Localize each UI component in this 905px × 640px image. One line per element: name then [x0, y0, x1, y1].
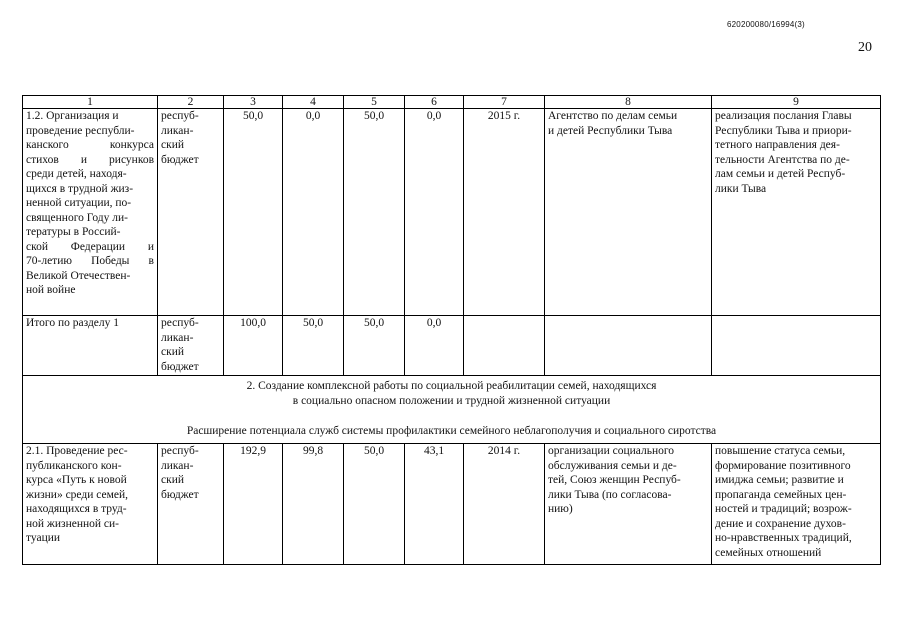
result-line: лам семьи и детей Респуб- — [715, 168, 846, 180]
result-line: тетного направления дея- — [715, 139, 840, 151]
funding-source-line: ликан- — [161, 459, 194, 472]
activity-name-line: Великой Отечествен- — [26, 269, 131, 282]
executor-cell — [545, 109, 712, 316]
activity-name-cell — [23, 444, 158, 565]
result-line: ностей и традиций; возрож- — [715, 503, 852, 515]
year1-amount-cell: 0,0 — [283, 109, 344, 316]
section-title-line: в социально опасном положении и трудной жизненной ситуации — [292, 394, 611, 407]
executor-line: лики Тыва (по согласова- — [548, 488, 672, 501]
column-number: 9 — [712, 96, 881, 109]
activity-name-line: священного Году ли- — [26, 211, 129, 224]
funding-source-line: респуб- — [161, 445, 199, 457]
executor-line: организации социального — [548, 445, 675, 457]
column-number-row — [23, 96, 881, 109]
column-number: 1 — [23, 96, 158, 109]
activity-name-line: ной жизненной си- — [26, 517, 120, 530]
activity-name-line: курса «Путь к новой — [26, 474, 127, 486]
result-line: Республики Тыва и приори- — [715, 124, 852, 137]
activity-name-line: ненной ситуации, по- — [26, 197, 132, 209]
result-line: повышение статуса семьи, — [715, 445, 846, 457]
table-row — [23, 444, 881, 565]
funding-source-cell — [158, 316, 224, 376]
activity-name-line: ной войне — [26, 284, 76, 296]
result-line: реализация послания Главы — [715, 110, 852, 122]
column-number: 3 — [224, 96, 283, 109]
total-amount-cell: 50,0 — [224, 109, 283, 316]
table-row-subtotal — [23, 316, 881, 376]
expected-result-cell — [712, 316, 881, 376]
document-id: 620200080/16994(3) — [727, 20, 805, 29]
section-heading-row — [23, 376, 881, 444]
column-number: 4 — [283, 96, 344, 109]
activity-name-line: канского конкурса — [26, 139, 154, 151]
column-number: 6 — [405, 96, 464, 109]
column-number: 8 — [545, 96, 712, 109]
result-line: пропаганда семейных цен- — [715, 488, 847, 501]
funding-source-line: ский — [161, 346, 184, 358]
activity-name-line: публиканского кон- — [26, 459, 122, 472]
activity-name-line: находящихся в труд- — [26, 503, 127, 515]
funding-source-line: ский — [161, 474, 184, 486]
table-row — [23, 109, 881, 316]
executor-cell — [545, 316, 712, 376]
funding-source-line: бюджет — [161, 153, 199, 166]
funding-source-cell — [158, 109, 224, 316]
funding-source-line: респуб- — [161, 317, 199, 329]
executor-line: обслуживания семьи и де- — [548, 459, 677, 472]
funding-source-cell — [158, 444, 224, 565]
deadline-cell: 2014 г. — [464, 444, 545, 565]
result-line: формирование позитивного — [715, 459, 851, 472]
column-number: 2 — [158, 96, 224, 109]
funding-source-line: ский — [161, 139, 184, 151]
expected-result-cell — [712, 109, 881, 316]
year1-amount-cell: 99,8 — [283, 444, 344, 565]
section-subtitle: Расширение потенциала служб системы профилактики семейного неблагополучия и социального сиротства — [186, 425, 717, 437]
result-line: но-нравственных традиций, — [715, 532, 852, 544]
activity-name-line: стихов и рисунков — [26, 153, 154, 166]
total-amount-cell: 192,9 — [224, 444, 283, 565]
subtotal-label: Итого по разделу 1 — [26, 317, 120, 329]
funding-source-line: бюджет — [161, 360, 199, 373]
result-line: имиджа семьи; развитие и — [715, 474, 844, 486]
section-title-line: 2. Создание комплексной работы по социальной реабилитации семей, находящихся — [246, 380, 657, 392]
activity-name-cell — [23, 109, 158, 316]
deadline-cell: 2015 г. — [464, 109, 545, 316]
result-line: семейных отношений — [715, 546, 822, 559]
activity-name-line: проведение республи- — [26, 124, 135, 137]
activity-name-cell — [23, 316, 158, 376]
program-table — [22, 95, 881, 565]
year1-amount-cell: 50,0 — [283, 316, 344, 376]
funding-source-line: ликан- — [161, 124, 194, 137]
deadline-cell — [464, 316, 545, 376]
column-number: 5 — [344, 96, 405, 109]
total-amount-cell: 100,0 — [224, 316, 283, 376]
year3-amount-cell: 0,0 — [405, 109, 464, 316]
executor-line: нию) — [548, 503, 573, 515]
activity-name-line: тературы в Россий- — [26, 226, 121, 238]
year3-amount-cell: 0,0 — [405, 316, 464, 376]
activity-name-line: среди детей, находя- — [26, 168, 127, 180]
executor-cell — [545, 444, 712, 565]
activity-name-line: 2.1. Проведение рес- — [26, 445, 128, 457]
funding-source-line: респуб- — [161, 110, 199, 122]
result-line: лики Тыва — [715, 182, 767, 195]
result-line: тельности Агентства по де- — [715, 153, 850, 166]
year2-amount-cell: 50,0 — [344, 316, 405, 376]
activity-name-line: щихся в трудной жиз- — [26, 182, 134, 195]
activity-name-line: туации — [26, 532, 61, 544]
page-number: 20 — [858, 40, 872, 55]
funding-source-line: ликан- — [161, 331, 194, 344]
expected-result-cell — [712, 444, 881, 565]
activity-name-line: 1.2. Организация и — [26, 110, 119, 122]
executor-line: и детей Республики Тыва — [548, 124, 673, 137]
executor-line: тей, Союз женщин Респуб- — [548, 474, 681, 486]
section-heading-cell — [23, 376, 881, 444]
activity-name-line: ской Федерации и — [26, 240, 154, 253]
year3-amount-cell: 43,1 — [405, 444, 464, 565]
activity-name-line: жизни» среди семей, — [26, 488, 129, 501]
executor-line: Агентство по делам семьи — [548, 110, 678, 122]
activity-name-line: 70-летию Победы в — [26, 255, 154, 267]
result-line: дение и сохранение духов- — [715, 517, 846, 530]
year2-amount-cell: 50,0 — [344, 444, 405, 565]
year2-amount-cell: 50,0 — [344, 109, 405, 316]
funding-source-line: бюджет — [161, 488, 199, 501]
column-number: 7 — [464, 96, 545, 109]
